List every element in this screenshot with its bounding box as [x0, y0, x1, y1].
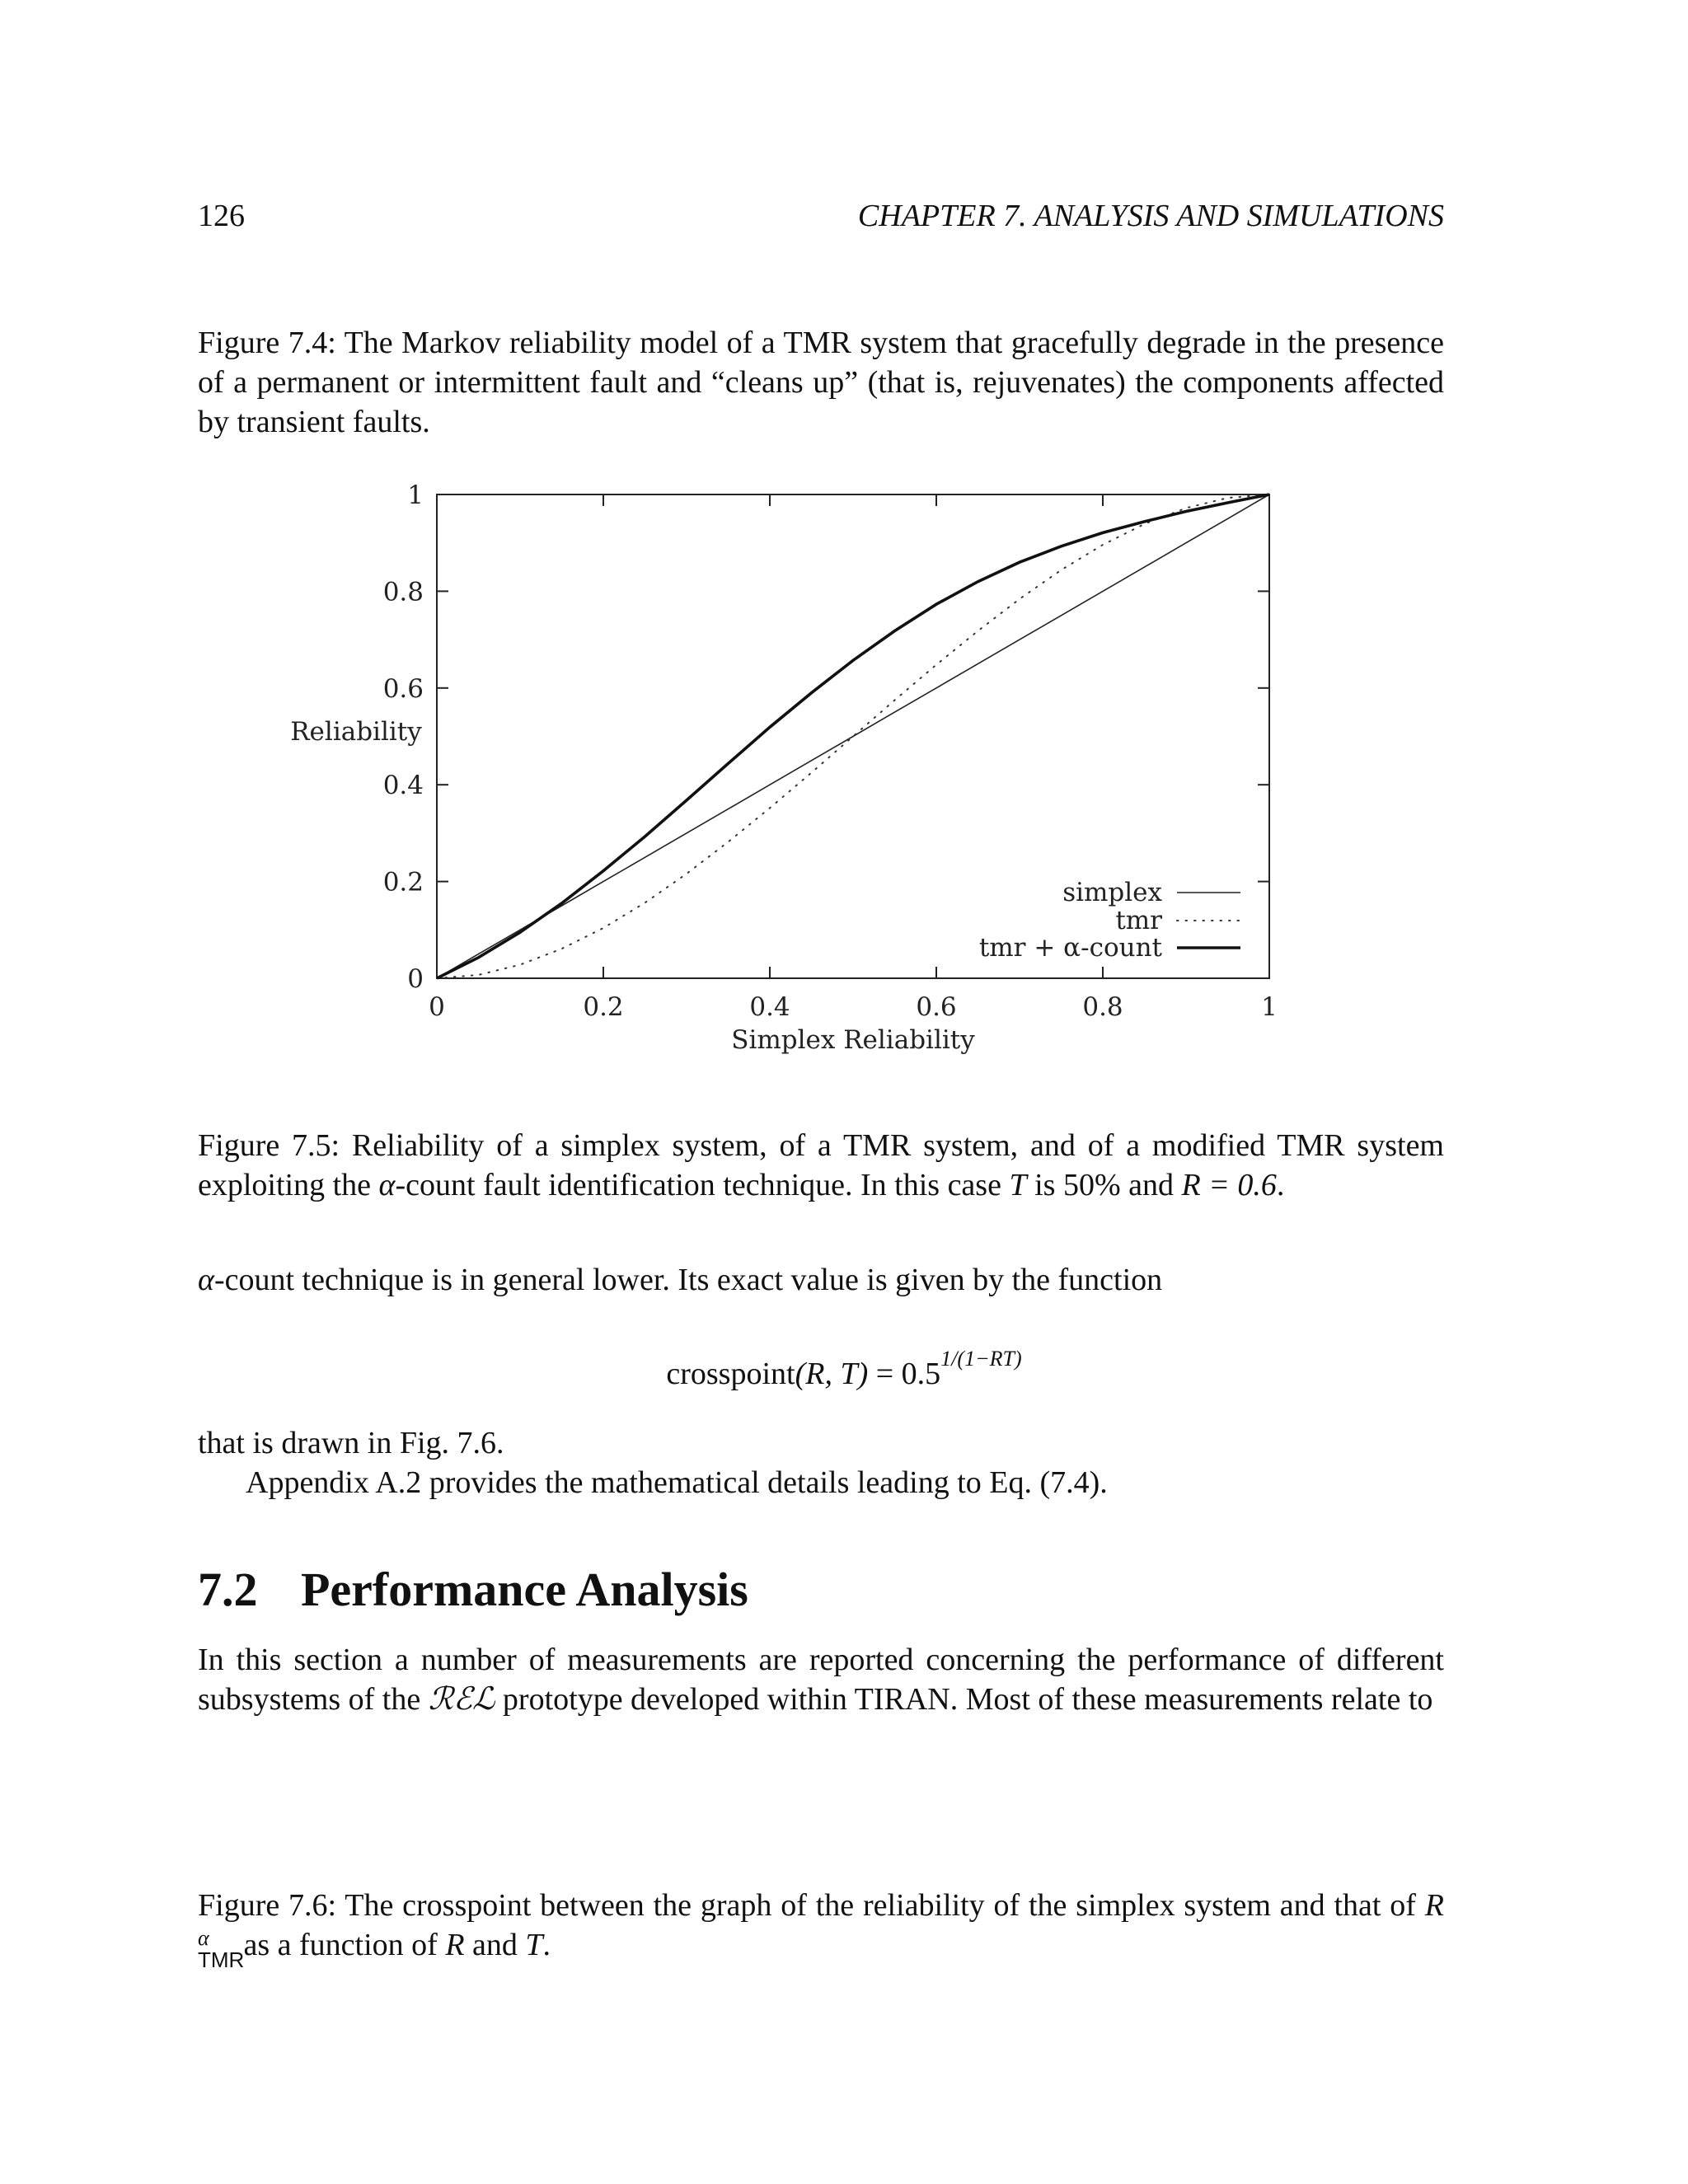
- x-tick-label: 0: [429, 992, 445, 1022]
- figure-7-4-caption: Figure 7.4: The Markov reliability model of a TMR system that gracefully degrade in the presence of a permanent or intermittent fault and “cleans up” (that is, rejuvenates) the components affected by transient faults.: [198, 326, 1444, 439]
- x-tick-label: 0.2: [583, 992, 624, 1022]
- x-tick-label: 0.4: [749, 992, 790, 1022]
- x-tick-labels: [429, 992, 1278, 1022]
- body-line-2: that is drawn in Fig. 7.6.: [198, 1426, 504, 1460]
- x-tick-label: 0.8: [1082, 992, 1123, 1022]
- legend-label: simplex: [1062, 878, 1162, 907]
- y-tick-label: 0.4: [382, 771, 424, 801]
- caption-text: is 50% and: [1026, 1168, 1182, 1202]
- page-number: 126: [198, 199, 245, 233]
- body-line-1: α-count technique is in general lower. Its exact value is given by the function: [198, 1263, 1163, 1297]
- reliability-chart: [247, 474, 1319, 1076]
- x-tick-label: 1: [1261, 992, 1278, 1022]
- section-paragraph: In this section a number of measurements are reported concerning the performance of different subsystems of the ℛℰℒ prototype developed within TIRAN. Most of these measurements relate to: [198, 1643, 1444, 1717]
- section-heading: [198, 1562, 748, 1617]
- variable-T: T: [1009, 1168, 1027, 1202]
- x-axis-label: Simplex Reliability: [731, 1025, 975, 1055]
- figure-7-5-caption: Figure 7.5: Reliability of a simplex system, of a TMR system, and of a modified TMR system exploiting the α-count fault identification technique. In this case T is 50% and R = 0.6.: [198, 1128, 1444, 1202]
- alpha-symbol: α: [378, 1168, 396, 1202]
- legend-label: tmr + α-count: [978, 933, 1162, 963]
- body-line-3: Appendix A.2 provides the mathematical details leading to Eq. (7.4).: [246, 1465, 1108, 1500]
- figure-7-6-caption: Figure 7.6: The crosspoint between the graph of the reliability of the simplex system and that of R α TMR as a function of R and T.: [198, 1886, 1444, 1965]
- y-tick-label: 1: [407, 480, 424, 510]
- equation-R: R = 0.6: [1181, 1168, 1277, 1202]
- y-tick-label: 0.2: [382, 867, 424, 898]
- x-tick-label: 0.6: [916, 992, 957, 1022]
- y-tick-label: 0.6: [382, 673, 424, 704]
- alpha-superscript: α: [198, 1926, 209, 1950]
- running-title: CHAPTER 7. ANALYSIS AND SIMULATIONS: [857, 199, 1444, 233]
- rel-symbol: ℛℰℒ: [428, 1682, 495, 1717]
- legend-label: tmr: [1115, 906, 1162, 935]
- y-tick-label: 0: [407, 964, 424, 994]
- equation-exponent: 1/(1−RT): [940, 1347, 1022, 1371]
- caption-text: -count fault identification technique. In this case: [395, 1168, 1010, 1202]
- y-tick-label: 0.8: [382, 577, 424, 607]
- section-number: 7.2: [198, 1563, 258, 1616]
- caption-text: Figure 7.5: Reliability of a simplex system, of a TMR system, and of a modified TMR system exploiting the: [198, 1128, 1444, 1202]
- legend: [979, 878, 1240, 963]
- crosspoint-equation: crosspoint(R, $T) = 0.5^{1/(1-RT)}$: [666, 1347, 1022, 1391]
- y-axis-label: Reliability: [290, 717, 422, 747]
- section-title: Performance Analysis: [301, 1563, 748, 1616]
- R-symbol: R: [1424, 1888, 1444, 1923]
- tmr-subscript: TMR: [198, 1947, 245, 1972]
- alpha-symbol: α: [198, 1263, 214, 1297]
